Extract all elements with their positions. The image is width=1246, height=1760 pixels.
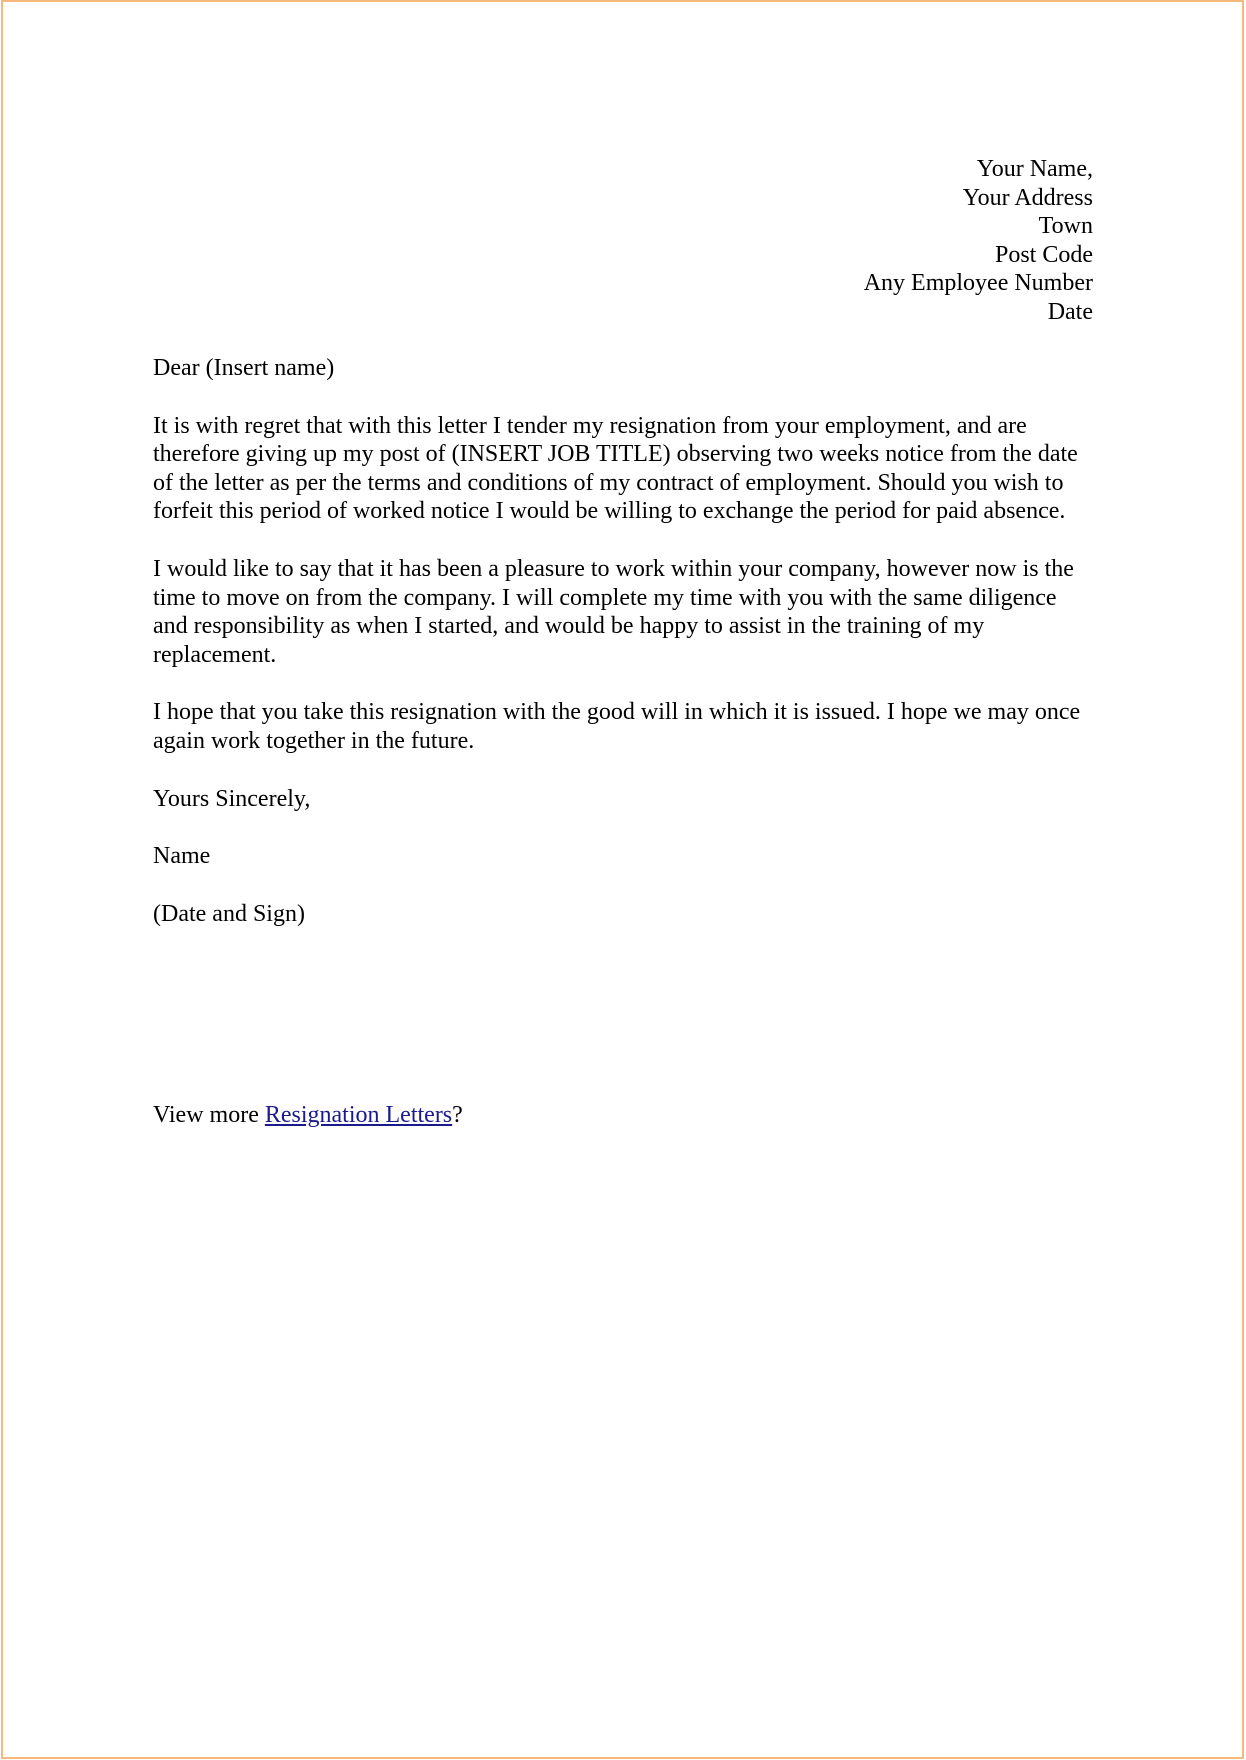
footer-prefix: View more: [153, 1102, 265, 1128]
sender-date: Date: [1047, 298, 1093, 325]
paragraph-2: I would like to say that it has been a pleasure to work within your company, however now is the time to move on from the company. I will complete my time with you with the same diligence and responsibility as when I started, and would be happy to assist in the training of my replacement.: [153, 555, 1074, 668]
sender-address: Your Address: [962, 184, 1093, 211]
footer-line: [153, 1101, 463, 1130]
letter-body: [153, 354, 1093, 957]
paragraph-3: I hope that you take this resignation with the good will in which it is issued. I hope we may once again work together in the future.: [153, 699, 1081, 754]
sender-address-block: [864, 155, 1093, 327]
resignation-letters-link[interactable]: Resignation Letters: [264, 1102, 453, 1128]
date-and-sign: (Date and Sign): [153, 900, 305, 927]
sender-post-code: Post Code: [994, 241, 1093, 268]
sender-employee-number: Any Employee Number: [863, 270, 1093, 297]
footer-suffix: ?: [452, 1102, 463, 1128]
sender-name: Your Name,: [976, 156, 1093, 182]
sender-town: Town: [1038, 213, 1093, 240]
closing: Yours Sincerely,: [153, 785, 311, 812]
salutation: Dear (Insert name): [153, 355, 335, 381]
paragraph-1: It is with regret that with this letter I tender my resignation from your employment, and are therefore giving up my post of (INSERT JOB TITLE) observing two weeks notice from the date of the letter as per the terms and conditions of my contract of employment. Should you wish to forfeit this period of worked notice I would be willing to exchange the period for paid absence.: [153, 412, 1078, 525]
signature-name: Name: [153, 843, 211, 870]
